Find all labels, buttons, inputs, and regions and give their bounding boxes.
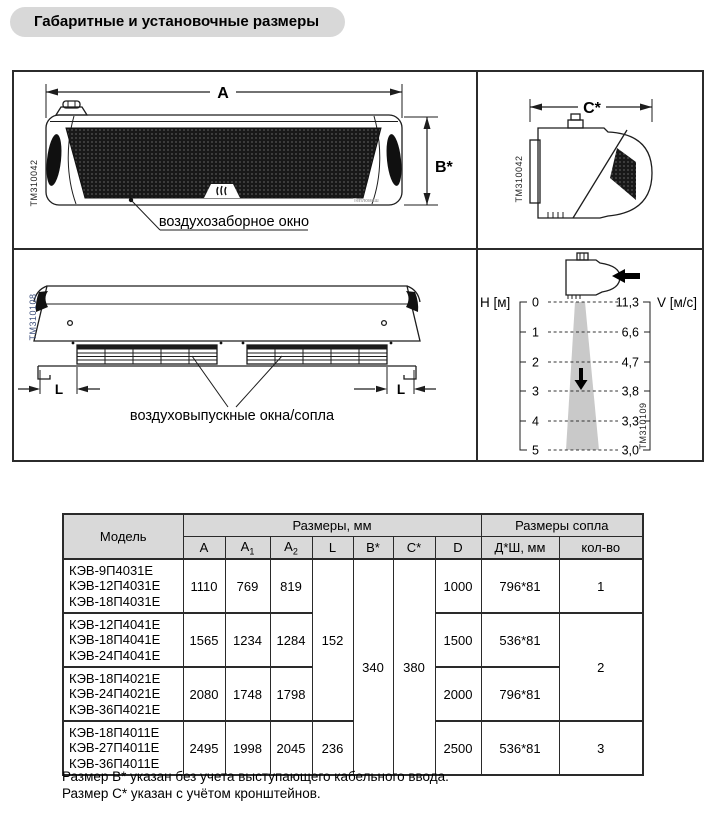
- side-view-drawing: [478, 72, 702, 248]
- footnote-b: Размер B* указан без учета выступающего кабельного ввода.: [62, 769, 449, 784]
- cell-a: 2495: [183, 721, 225, 775]
- intake-callout: [129, 198, 309, 230]
- col-header-l: L: [312, 537, 353, 560]
- model-cell: КЭВ-9П4031Е КЭВ-12П4031Е КЭВ-18П4031Е: [63, 559, 183, 613]
- v-axis: [616, 295, 697, 458]
- right-end-vent: [384, 133, 403, 186]
- drawings-panel: [12, 70, 704, 462]
- cell-a1: 1748: [225, 667, 270, 721]
- outlet-grille-right: [247, 345, 387, 364]
- h-tick: 4: [532, 414, 539, 429]
- cell-nozzle: 796*81: [481, 559, 559, 613]
- col-header-a1: $A_1$: [225, 537, 270, 560]
- cell-a: 1110: [183, 559, 225, 613]
- table-row: [63, 559, 643, 613]
- model-cell: КЭВ-12П4041Е КЭВ-18П4041Е КЭВ-24П4041Е: [63, 613, 183, 667]
- cell-a2: 819: [270, 559, 312, 613]
- airflow-diagram: [478, 250, 702, 460]
- cell-b-merged: 340: [353, 559, 393, 775]
- dim-a-arrow: [46, 82, 402, 118]
- unit-pictogram: [566, 253, 620, 299]
- col-header-a: A: [183, 537, 225, 560]
- dim-a-label: A: [217, 85, 229, 102]
- dim-l-left: [18, 367, 100, 397]
- cell-a1: 769: [225, 559, 270, 613]
- cell-c-merged: 380: [393, 559, 435, 775]
- dim-l-left-label: L: [54, 382, 64, 397]
- cell-a2: 1798: [270, 667, 312, 721]
- cell-a1: 1234: [225, 613, 270, 667]
- h-tick: 3: [532, 384, 539, 399]
- v-tick: 3,8: [621, 384, 639, 399]
- cell-count: 3: [559, 721, 643, 775]
- h-tick: 1: [532, 325, 539, 340]
- cell-a2: 1284: [270, 613, 312, 667]
- page-title: Габаритные и установочные размеры: [10, 7, 345, 37]
- cell-l-merged: 152: [312, 559, 353, 721]
- dim-l-right-label: L: [396, 382, 406, 397]
- cell-d: 1000: [435, 559, 481, 613]
- col-header-nozzle-count: кол-во: [559, 537, 643, 560]
- h-tick: 5: [532, 443, 539, 458]
- dim-c-label: C*: [583, 100, 601, 117]
- front-view-code: TM310042: [29, 159, 39, 207]
- footnotes: [62, 768, 449, 802]
- h-tick: 0: [532, 295, 539, 310]
- col-header-a2: $A_2$: [270, 537, 312, 560]
- dim-b-label: B*: [435, 159, 453, 176]
- brand-text: Тепломаш: [353, 198, 379, 204]
- col-header-b: B*: [353, 537, 393, 560]
- v-tick: 3,3: [621, 414, 639, 429]
- model-cell: КЭВ-18П4021Е КЭВ-24П4021Е КЭВ-36П4021Е: [63, 667, 183, 721]
- cell-count: 1: [559, 559, 643, 613]
- cable-gland: [56, 101, 87, 115]
- cell-d: 2000: [435, 667, 481, 721]
- cell-count-merged: 2: [559, 613, 643, 721]
- unit-side-body: [530, 114, 652, 218]
- cell-a2: 2045: [270, 721, 312, 775]
- h-axis-label: H [м]: [480, 295, 511, 310]
- cell-d: 2500: [435, 721, 481, 775]
- h-tick: 2: [532, 355, 539, 370]
- cell-a1: 1998: [225, 721, 270, 775]
- v-tick: 4,7: [621, 355, 639, 370]
- unit-bottom-body: [34, 286, 420, 379]
- cell-nozzle: 536*81: [481, 721, 559, 775]
- v-tick: 11,3: [615, 295, 639, 310]
- dim-l-right: [354, 367, 436, 397]
- cell-d: 1500: [435, 613, 481, 667]
- intake-arrow-icon: [612, 269, 640, 283]
- col-header-c: C*: [393, 537, 435, 560]
- cell-a: 2080: [183, 667, 225, 721]
- cell-nozzle: 796*81: [481, 667, 559, 721]
- col-group-nozzle: Размеры сопла: [481, 514, 643, 537]
- col-header-model: Модель: [63, 514, 183, 559]
- footnote-c: Размер C* указан с учётом кронштейнов.: [62, 786, 321, 801]
- bottom-view-drawing: [14, 250, 476, 460]
- cell-nozzle: 536*81: [481, 613, 559, 667]
- v-axis-label: V [м/с]: [657, 295, 698, 310]
- cell-l: 236: [312, 721, 353, 775]
- model-cell: КЭВ-18П4011Е КЭВ-27П4011Е КЭВ-36П4011Е: [63, 721, 183, 775]
- front-view-drawing: [14, 72, 476, 248]
- col-header-d: D: [435, 537, 481, 560]
- left-end-vent: [44, 133, 63, 186]
- cell-a: 1565: [183, 613, 225, 667]
- v-tick: 6,6: [621, 325, 639, 340]
- dim-c-arrow: [530, 97, 652, 122]
- h-axis: [480, 295, 539, 458]
- intake-label: воздухозаборное окно: [158, 214, 310, 230]
- outlet-label: воздуховыпускные окна/сопла: [129, 408, 335, 424]
- col-header-nozzle-size: Д*Ш, мм: [481, 537, 559, 560]
- airflow-code: TM310109: [638, 402, 648, 450]
- side-view-code: TM310042: [514, 155, 524, 203]
- side-grille-patch: [610, 148, 636, 200]
- col-group-dimensions: Размеры, мм: [183, 514, 481, 537]
- v-tick: 3,0: [621, 443, 639, 458]
- dim-b-arrow: [404, 117, 454, 205]
- dimensions-table: [62, 513, 644, 776]
- bottom-view-code: TM310108: [28, 293, 38, 341]
